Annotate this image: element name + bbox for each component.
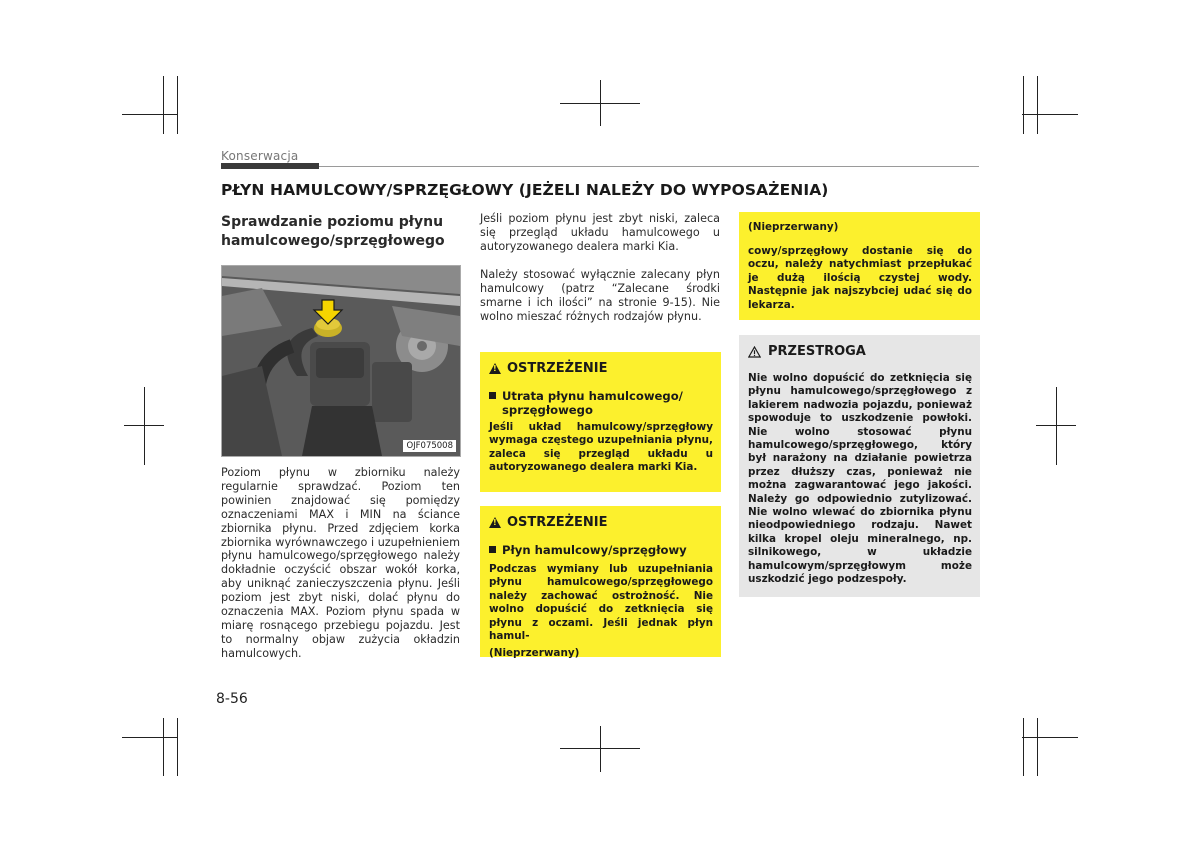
crop-mark [1023,718,1024,776]
warning-box-continued [739,212,980,320]
continued-label: (Nieprzerwany) [489,647,580,660]
page-number: 8-56 [216,691,248,707]
crop-mark [177,718,178,776]
warning-subheading-text: Płyn hamulcowy/sprzęgłowy [502,543,687,557]
crop-mark [144,387,145,465]
crop-mark [1037,718,1038,776]
photo-code: OJF075008 [403,440,456,452]
warning-triangle-icon: ! [489,517,501,528]
warning-title-text: OSTRZEŻENIE [507,515,608,530]
caution-body: Nie wolno dopuścić do zetknięcia się płynu hamulcowego/sprzęgłowego z lakierem nadwozia pojazdu, ponieważ spowoduje to uszkodzenie powłoki. Nie wolno stosować płynu hamulcowego/sprzęgłowego, który był narażony na działanie powietrza przez dłuższy czas, ponieważ nie można zagwarantować jego jakości. Należy go odpowiednio zutylizować. Nie wolno wlewać do zbiornika płynu nieodpowiedniego rodzaju. Nawet kilka kropel oleju mineralnego, np. silnikowego, w układzie hamulcowym/sprzęgłowym może uszkodzić jego podzespoły. [748,372,972,586]
subsection-heading: Sprawdzanie poziomu płynu hamulcowego/sprzęgłowego [221,214,445,249]
body-paragraph: Należy stosować wyłącznie zalecany płyn hamulcowy (patrz “Zalecane środki smarne i ich ilości” na stronie 9-15). Nie wolno mieszać różnych rodzajów płynu. [480,268,720,323]
page-title: PŁYN HAMULCOWY/SPRZĘGŁOWY (JEŻELI NALEŻY DO WYPOSAŻENIA) [221,181,829,199]
warning-body: cowy/sprzęgłowy dostanie się do oczu, należy natychmiast przepłukać je dużą ilością czystej wody. Następnie jak najszybciej udać się do lekarza. [748,245,972,311]
body-paragraph: Jeśli poziom płynu jest zbyt niski, zaleca się przegląd układu hamulcowego u autoryzowanego dealera marki Kia. [480,212,720,253]
crop-mark [1022,737,1078,738]
warning-body: Podczas wymiany lub uzupełniania płynu hamulcowego/sprzęgłowego należy zachować ostrożność. Nie wolno dopuścić do zetknięcia się płynu z oczami. Jeśli jednak płyn hamul- [489,563,713,643]
engine-bay-photo [221,265,461,457]
caution-box [739,335,980,597]
section-label: Konserwacja [221,149,299,163]
warning-box [480,352,721,492]
crop-mark [122,737,178,738]
warning-body: Jeśli układ hamulcowy/sprzęgłowy wymaga częstego uzupełniania płynu, zaleca się przegląd układu u autoryzowanego dealera marki Kia. [489,421,713,474]
crop-mark [122,114,178,115]
header-rule [319,166,979,167]
crop-mark [1022,114,1078,115]
warning-title-text: OSTRZEŻENIE [507,361,608,376]
caution-triangle-icon [748,346,761,358]
warning-subheading [489,543,713,557]
caution-title-text: PRZESTROGA [768,344,866,359]
crop-mark [1056,387,1057,465]
warning-title [489,515,713,530]
header-bar [221,163,319,169]
warning-box [480,506,721,660]
crop-mark [1023,76,1024,134]
warning-title [489,361,713,376]
crop-mark [600,726,601,772]
crop-mark [600,80,601,126]
warning-triangle-icon: ! [489,363,501,374]
bullet-square-icon [489,392,496,399]
crop-mark [163,76,164,134]
caution-title [748,344,972,359]
continued-label: (Nieprzerwany) [748,221,839,233]
crop-mark [1037,76,1038,134]
warning-subheading-text: Utrata płynu hamulcowego/ sprzęgłowego [502,389,683,417]
warning-subheading [489,389,713,417]
crop-mark [177,76,178,134]
crop-mark [163,718,164,776]
body-paragraph: Poziom płynu w zbiorniku należy regularnie sprawdzać. Poziom ten powinien znajdować się pomiędzy oznaczeniami MAX i MIN na ściance zbiornika płynu. Przed zdjęciem korka zbiornika wyrównawczego i uzupełnieniem płynu hamulcowego/sprzęgłowego należy dokładnie oczyścić obszar wokół korka, aby uniknąć zanieczyszczenia płynu. Jeśli poziom jest zbyt niski, dolać płynu do oznaczenia MAX. Poziom płynu spada w miarę rosnącego przebiegu pojazdu. Jest to normalny objaw zużycia okładzin hamulcowych. [221,466,460,660]
bullet-square-icon [489,546,496,553]
